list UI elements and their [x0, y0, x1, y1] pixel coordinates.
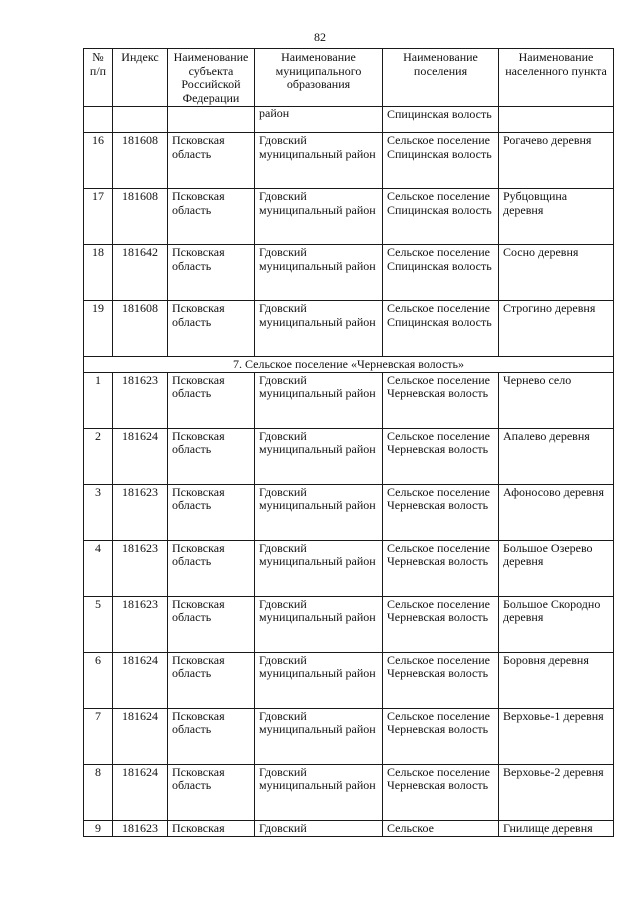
cell-number: 5: [84, 596, 113, 652]
cell-index: 181623: [113, 596, 168, 652]
table-row: [84, 540, 614, 596]
cell-municipality: Гдовский: [255, 820, 383, 836]
cell-municipality: Гдовский муниципальный район: [255, 484, 383, 540]
cell-subject: Псковская область: [168, 428, 255, 484]
cell-locality: Верховье-1 деревня: [499, 708, 614, 764]
cell-locality: Боровня деревня: [499, 652, 614, 708]
cell-subject: Псковская область: [168, 245, 255, 301]
cell-number: 7: [84, 708, 113, 764]
table-row: [84, 428, 614, 484]
cell-index: 181642: [113, 245, 168, 301]
cell-index: [113, 107, 168, 133]
cell-number: [84, 107, 113, 133]
cell-settlement: Сельское: [383, 820, 499, 836]
cell-index: 181608: [113, 189, 168, 245]
table-row: [84, 245, 614, 301]
cell-number: 4: [84, 540, 113, 596]
cell-locality: [499, 107, 614, 133]
column-header-settlement: Наименование поселения: [383, 49, 499, 107]
cell-locality: Большое Озерево деревня: [499, 540, 614, 596]
cell-municipality: Гдовский муниципальный район: [255, 652, 383, 708]
cell-index: 181608: [113, 133, 168, 189]
cell-number: 18: [84, 245, 113, 301]
cell-number: 17: [84, 189, 113, 245]
cell-index: 181624: [113, 428, 168, 484]
table-row: [84, 372, 614, 428]
cell-subject: Псковская область: [168, 372, 255, 428]
cell-subject: Псковская область: [168, 708, 255, 764]
table-row: [84, 189, 614, 245]
cell-locality: Строгино деревня: [499, 301, 614, 357]
cell-subject: Псковская область: [168, 764, 255, 820]
table-row: [84, 820, 614, 836]
table-header-row: [84, 49, 614, 107]
cell-settlement: Сельское поселение Черневская волость: [383, 540, 499, 596]
cell-municipality: Гдовский муниципальный район: [255, 301, 383, 357]
column-header-municipality: Наименование муниципального образования: [255, 49, 383, 107]
cell-locality: Большое Скородно деревня: [499, 596, 614, 652]
cell-municipality: Гдовский муниципальный район: [255, 133, 383, 189]
cell-settlement: Сельское поселение Черневская волость: [383, 708, 499, 764]
cell-locality: Рогачево деревня: [499, 133, 614, 189]
cell-index: 181623: [113, 484, 168, 540]
cell-municipality: Гдовский муниципальный район: [255, 428, 383, 484]
cell-settlement: Сельское поселение Черневская волость: [383, 764, 499, 820]
column-header-number: № п/п: [84, 49, 113, 107]
cell-number: 6: [84, 652, 113, 708]
column-header-index: Индекс: [113, 49, 168, 107]
cell-number: 8: [84, 764, 113, 820]
section-row: [84, 357, 614, 373]
table-row: [84, 652, 614, 708]
cell-index: 181623: [113, 820, 168, 836]
cell-municipality: Гдовский муниципальный район: [255, 764, 383, 820]
table-row: [84, 764, 614, 820]
cell-number: 2: [84, 428, 113, 484]
cell-subject: Псковская область: [168, 301, 255, 357]
cell-number: 3: [84, 484, 113, 540]
cell-municipality: Гдовский муниципальный район: [255, 245, 383, 301]
table-row: [84, 484, 614, 540]
cell-municipality: Гдовский муниципальный район: [255, 372, 383, 428]
cell-number: 1: [84, 372, 113, 428]
continuation-row: [84, 107, 614, 133]
column-header-subject: Наименование субъекта Российской Федерации: [168, 49, 255, 107]
cell-settlement: Сельское поселение Черневская волость: [383, 428, 499, 484]
table-row: [84, 301, 614, 357]
cell-index: 181623: [113, 540, 168, 596]
cell-settlement: Сельское поселение Черневская волость: [383, 484, 499, 540]
cell-index: 181623: [113, 372, 168, 428]
cell-subject: Псковская область: [168, 540, 255, 596]
cell-municipality: район: [255, 107, 383, 133]
cell-settlement: Сельское поселение Спицинская волость: [383, 301, 499, 357]
cell-subject: Псковская область: [168, 652, 255, 708]
cell-settlement: Сельское поселение Черневская волость: [383, 372, 499, 428]
cell-subject: Псковская: [168, 820, 255, 836]
cell-subject: Псковская область: [168, 189, 255, 245]
cell-index: 181624: [113, 652, 168, 708]
cell-locality: Апалево деревня: [499, 428, 614, 484]
cell-settlement: Сельское поселение Черневская волость: [383, 652, 499, 708]
cell-index: 181624: [113, 764, 168, 820]
cell-locality: Чернево село: [499, 372, 614, 428]
cell-settlement: Сельское поселение Спицинская волость: [383, 189, 499, 245]
localities-table: [83, 48, 614, 837]
cell-settlement: Спицинская волость: [383, 107, 499, 133]
cell-index: 181624: [113, 708, 168, 764]
cell-locality: Сосно деревня: [499, 245, 614, 301]
cell-subject: [168, 107, 255, 133]
cell-subject: Псковская область: [168, 596, 255, 652]
cell-settlement: Сельское поселение Спицинская волость: [383, 133, 499, 189]
cell-locality: Рубцовщина деревня: [499, 189, 614, 245]
table-row: [84, 596, 614, 652]
cell-subject: Псковская область: [168, 484, 255, 540]
section-title: 7. Сельское поселение «Черневская волость»: [84, 357, 614, 373]
cell-number: 16: [84, 133, 113, 189]
cell-index: 181608: [113, 301, 168, 357]
cell-municipality: Гдовский муниципальный район: [255, 596, 383, 652]
table-row: [84, 133, 614, 189]
cell-municipality: Гдовский муниципальный район: [255, 708, 383, 764]
cell-locality: Афоносово деревня: [499, 484, 614, 540]
cell-subject: Псковская область: [168, 133, 255, 189]
cell-municipality: Гдовский муниципальный район: [255, 189, 383, 245]
table-row: [84, 708, 614, 764]
column-header-locality: Наименование населенного пункта: [499, 49, 614, 107]
cell-settlement: Сельское поселение Черневская волость: [383, 596, 499, 652]
cell-settlement: Сельское поселение Спицинская волость: [383, 245, 499, 301]
page-number: 82: [314, 30, 326, 44]
cell-municipality: Гдовский муниципальный район: [255, 540, 383, 596]
cell-locality: Верховье-2 деревня: [499, 764, 614, 820]
cell-number: 9: [84, 820, 113, 836]
cell-number: 19: [84, 301, 113, 357]
cell-locality: Гнилище деревня: [499, 820, 614, 836]
